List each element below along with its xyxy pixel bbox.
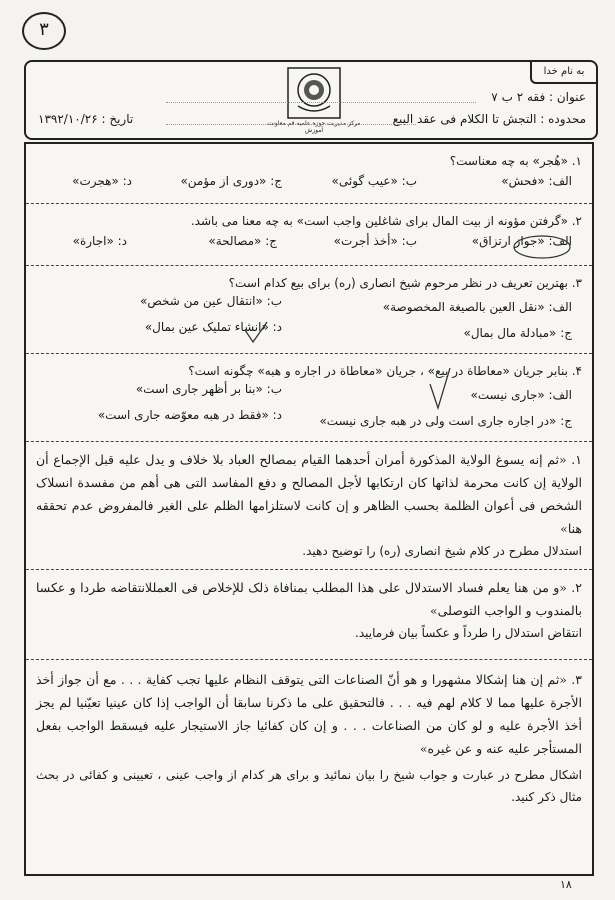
descriptive-question-2: [26, 570, 592, 660]
logo-caption: مرکز مدیریت حوزه علمیه قم معاونت آموزش: [267, 120, 361, 134]
option-c[interactable]: ج: «دوری از مؤمن»: [180, 174, 282, 188]
option-d[interactable]: د: «فقط در هبه معوّضه جاری است»: [97, 408, 282, 422]
question-3: [26, 266, 592, 354]
question-4: [26, 354, 592, 442]
basmala: به نام خدا: [530, 62, 596, 84]
option-a[interactable]: الف: «جواز ارتزاق»: [471, 234, 572, 248]
check-mark-icon: [241, 318, 271, 348]
question-text: ۴. بنابر جریان «معاطاة در بیع» ، جریان «معاطاة در اجاره و هبه» چگونه است؟: [188, 364, 582, 378]
arabic-quote: ۲. «و من هنا یعلم فساد الاستدلال علی هذا المطلب بمنافاة ذلک للإخلاص فی العمللانتقاضه طردا و عکسا بالمندوب و الواجب التوصلی»: [36, 580, 582, 618]
option-d[interactable]: د: «اجارة»: [72, 234, 127, 248]
question-text: ۱. «هُجر» به چه معناست؟: [449, 154, 582, 168]
option-b[interactable]: ب: «أخذ أجرت»: [333, 234, 417, 248]
question-text: ۳. بهترین تعریف در نظر مرحوم شیخ انصاری (ره) برای بیع کدام است؟: [228, 276, 582, 290]
descriptive-question-3: [26, 660, 592, 874]
option-c[interactable]: ج: «در اجاره جاری است ولی در هبه جاری نیست»: [319, 414, 572, 428]
option-d[interactable]: د: «انشاء تملیک عین بمال»: [144, 320, 282, 334]
seminary-logo-icon: [286, 66, 342, 120]
question-2: [26, 204, 592, 266]
descriptive-question-1: [26, 442, 592, 570]
option-b[interactable]: ب: «عیب گوئی»: [331, 174, 417, 188]
option-b[interactable]: ب: «انتقال عین من شخص»: [139, 294, 282, 308]
exam-date: تاریخ : ۱۳۹۲/۱۰/۲۶: [38, 112, 134, 126]
exam-header: [24, 60, 598, 140]
option-a[interactable]: الف: «جاری نیست»: [470, 388, 572, 402]
option-b[interactable]: ب: «بنا بر أظهر جاری است»: [135, 382, 282, 396]
arabic-quote: ۳. «ثم إن هنا إشکالا مشهورا و هو أنّ الصناعات التی یتوقف النظام علیها تجب کفایة . . . مع أن جواز أخذ الأجرة علیها مما لا کلام لهم فیه . . . فالتحقیق علی ما ذکرنا سابقا أن الواجب إذا کان عینیا تعیّنیا لم یجز أخذ الأجرة علیه و لو کان من الصناعات . . . و إن کان کفائیا جاز الاستیجار علیه فیسقط الواجب بفعل المستأجر علیه عنه و عن غیره»: [36, 672, 582, 756]
exam-scope: محدوده : التجش تا الکلام فی عقد البیع: [392, 112, 586, 126]
answer-circle-mark: [512, 234, 572, 260]
option-a[interactable]: الف: «نقل العین بالصیغة المخصوصة»: [382, 300, 572, 314]
arabic-quote: ۱. «ثم إنه یسوغ الولایة المذکورة أمران أحدهما القیام بمصالح العباد بلا خلاف و یدل علیه قبل الإجماع أن الولایة إن کانت محرمة لذاتها کان ارتکابها لأجل المصالح و دفع المفاسد التی هی أهم من مفسدة انسلاک الشخص فی أعوان الظلمة بحسب الظاهر و إن کانت لاستلزامها الظلم علی الغیر فالمفروض عدم تحققه هنا»: [36, 452, 582, 536]
questions-box: [24, 142, 594, 876]
question-text: ۲. «گرفتن مؤونه از بیت المال برای شاغلین واجب است» به چه معنا می باشد.: [190, 214, 582, 228]
question-prompt: انتقاض استدلال را طرداً و عکساً بیان فرمایید.: [355, 626, 582, 640]
exam-subject: عنوان : فقه ۲ ب ۷: [491, 90, 586, 104]
option-d[interactable]: د: «هجرت»: [72, 174, 132, 188]
option-a[interactable]: الف: «فحش»: [501, 174, 572, 188]
page-number: ۳: [22, 12, 66, 50]
check-mark-icon: [426, 364, 456, 414]
footer-page-number: ۱۸: [560, 878, 572, 891]
option-c[interactable]: ج: «مبادلة مال بمال»: [463, 326, 572, 340]
option-c[interactable]: ج: «مصالحة»: [208, 234, 277, 248]
question-1: [26, 144, 592, 204]
question-prompt: استدلال مطرح در کلام شیخ انصاری (ره) را توضیح دهید.: [302, 544, 582, 558]
question-prompt: اشکال مطرح در عبارت و جواب شیخ را بیان نمائید و برای هر کدام از واجب عینی ، تعیینی و کفائی در بحث مثال ذکر کنید.: [36, 768, 582, 804]
